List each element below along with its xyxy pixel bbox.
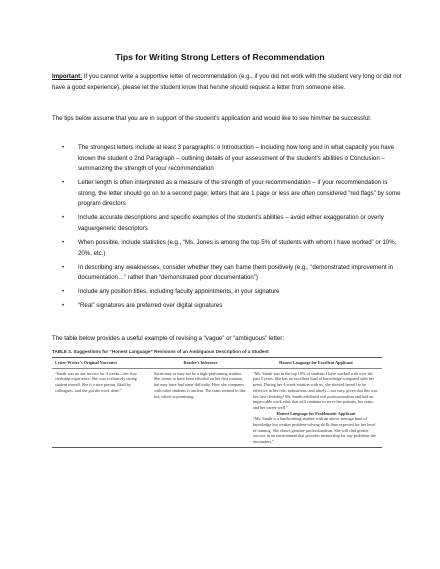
list-item [52, 287, 402, 298]
bullet-icon: • [62, 179, 65, 187]
honest-language-table [52, 357, 382, 448]
intro-paragraph: The tips below assume that you are in support of the student’s application and would like to see him/her be successful: [52, 115, 372, 122]
bullet-icon: • [62, 238, 65, 246]
list-item [52, 238, 402, 259]
bullet-icon: • [62, 144, 65, 151]
list-item [52, 178, 402, 210]
bullet-text: Include any position titles, including faculty appointments, in your signature [78, 288, 280, 296]
table-cell-inference: Sarah may or may not be a high-performing student. She seems to have been effortful on her first rotation, but may have had some difficulty. How she compares with other students is unclear. The team seemed to like her, which is promising. [151, 368, 250, 447]
list-item [52, 301, 402, 312]
page-title: Tips for Writing Strong Letters of Recommendation [115, 52, 325, 62]
table-cell-original: “Sarah was on our service for 4 weeks—her first clerkship experience. She was a relatively strong student overall. She is a nice person, liked by colleagues, and she got the work done.” [52, 368, 151, 447]
bullet-text: When possible, include statistics (e.g., “Ms. Jones is among the top 5% of students with whom I have worked” or 10%, 20%, etc.) [78, 238, 397, 257]
tips-list [52, 143, 402, 315]
bullet-text: “Real” signatures are preferred over digital signatures [78, 302, 223, 310]
bullet-text: In describing any weaknesses, consider whether they can frame them positively (e.g., “demonstrated improvement in documentation…” rather than “demonstrated poor documentation”) [78, 263, 393, 282]
column-header: Honest Language for Excellent Applicant [250, 358, 382, 369]
bullet-text: Letter length is often interpreted as a measure of the strength of your recommendation – if your recommendation is strong, the letter should go on to a second page; letters that are 1 page or less are often considered “red flags” by some program directors [78, 179, 401, 208]
excellent-text: “Ms. Smith was in the top 10% of students I have worked with over the past 5 years. She has an excellent fund of knowledge compared with her peers. During her 4-week rotation with us, she showed herself to be effective in her role, industrious, and timely—not easy, given that this was her first clerkship! Ms. Smith exhibited real professionalism and had an impeccable work ethic that will continue to serve her patients, her team, and her career well.” [253, 370, 378, 410]
important-label: Important: [52, 73, 83, 80]
table-caption: TABLE 3. Suggestions for “Honest Language” Revisions of an Ambiguous Description of a Student [52, 349, 269, 354]
table-header-row [52, 358, 382, 369]
list-item [52, 263, 402, 284]
bullet-icon: • [62, 263, 65, 271]
list-item [52, 143, 402, 175]
list-item [52, 213, 402, 234]
bullet-icon: • [62, 288, 65, 296]
column-header: Reader’s Inference [151, 358, 250, 369]
table-row [52, 368, 382, 447]
column-header: Letter-Writer’s Original Narrative [52, 358, 151, 369]
bullet-text: Include accurate descriptions and specific examples of the student’s abilities – avoid either exaggeration or overly vague/generic descriptors [78, 214, 384, 232]
problematic-heading: Honest Language for Problematic Applicant [276, 410, 356, 416]
bullet-icon: • [62, 302, 65, 310]
bullet-text: The strongest letters include at least 3 paragraphs: o Introduction – including how long and in what capacity you have known the student o 2nd Paragraph – outlining details of your assessment of the student’s abilities o Conclusion – summarizing the strength of your recommendation [78, 144, 395, 173]
important-text: If you cannot write a supportive letter of recommendation (e.g., if you did not work with the student very long or did not have a good experience), please let the student know that he/she should request a letter from someone else. [52, 73, 402, 91]
bullet-icon: • [62, 214, 65, 222]
important-note [52, 72, 402, 93]
table-cell-honest [250, 368, 382, 447]
problematic-text: “Ms. Smith is a hardworking student with an above-average fund of knowledge but weaker problem-solving skills than expected for her level of training. She shows genuine professionalism. She will find greater success in an environment that provides mentorship for any problems she encounters.” [253, 416, 377, 445]
table-intro: The table below provides a useful example of revising a “vague” or “ambiguous” letter: [52, 335, 285, 342]
